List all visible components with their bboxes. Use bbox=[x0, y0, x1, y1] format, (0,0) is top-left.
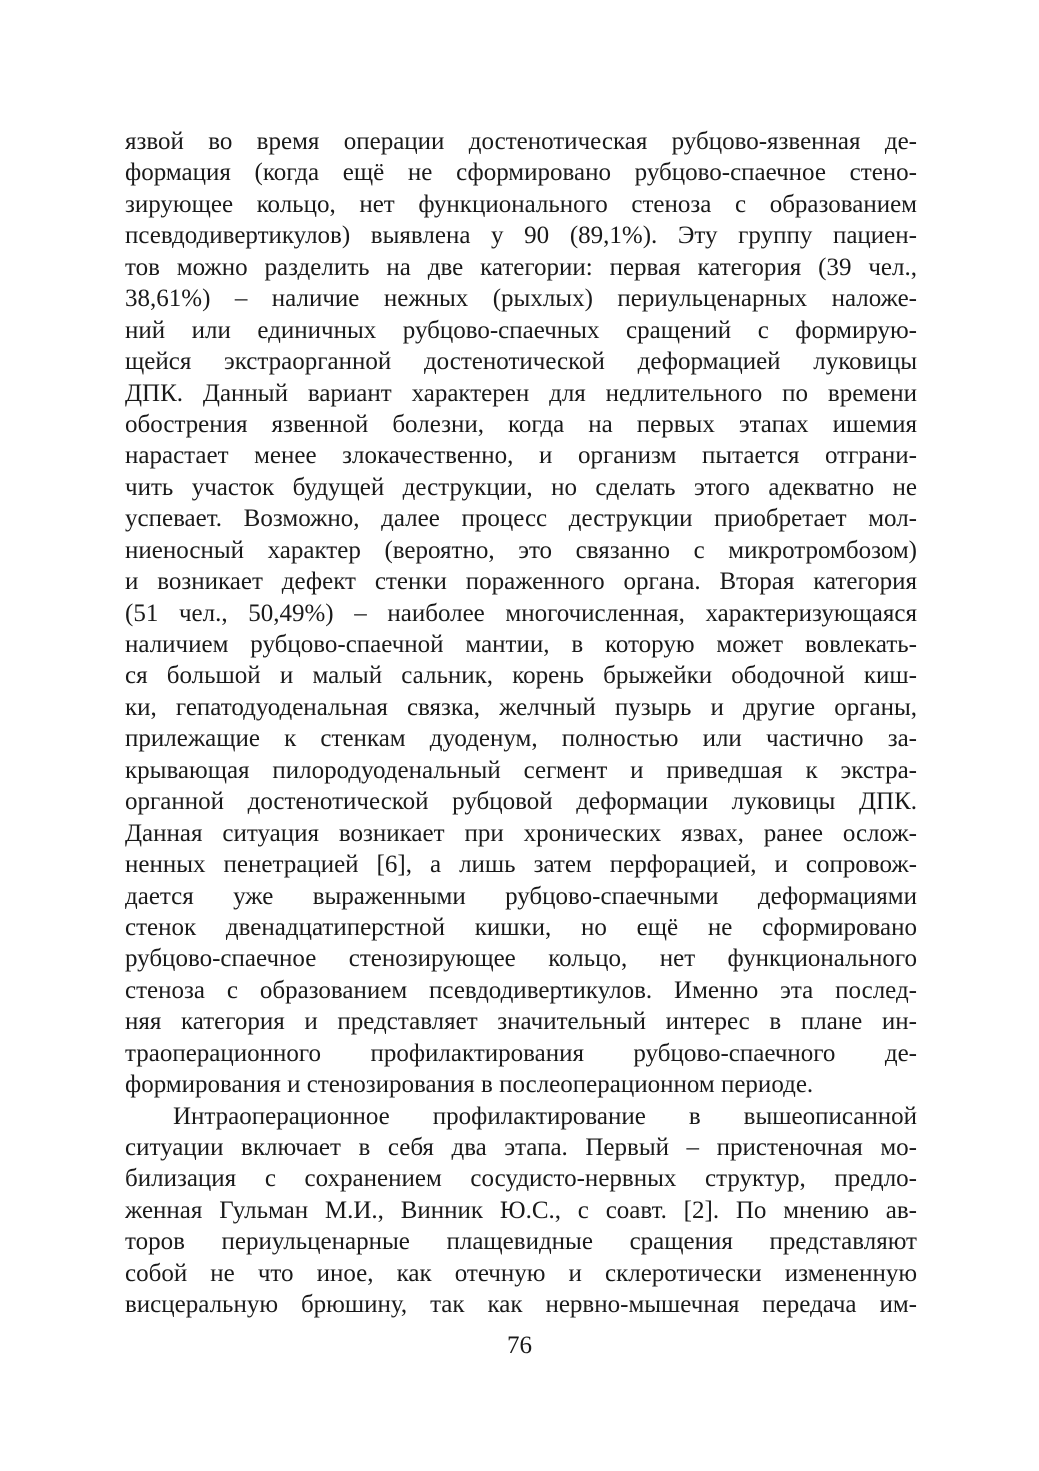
paragraph-2 bbox=[125, 1101, 917, 1321]
text-line: торов периульценарные плащевидные сращения представляют bbox=[125, 1228, 917, 1256]
text-line: дается уже выраженными рубцово-спаечными деформациями bbox=[125, 882, 917, 910]
text-line: ся большой и малый сальник, корень брыжейки ободочной киш- bbox=[125, 662, 917, 690]
text-line: нарастает менее злокачественно, и организм пытается отграни- bbox=[125, 442, 917, 470]
text-line: зирующее кольцо, нет функционального стеноза с образованием bbox=[125, 190, 917, 218]
text-line: ненных пенетрацией [6], а лишь затем перфорацией, и сопровож- bbox=[125, 851, 917, 879]
text-line: крывающая пилородуоденальный сегмент и приведшая к экстра- bbox=[125, 756, 917, 784]
text-line: рубцово-спаечное стенозирующее кольцо, нет функционального bbox=[125, 945, 917, 973]
text-line: висцеральную брюшину, так как нервно-мышечная передача им- bbox=[125, 1291, 917, 1319]
text-line: ниеносный характер (вероятно, это связанно с микротромбозом) bbox=[125, 536, 917, 564]
text-line: органной достенотической рубцовой деформации луковицы ДПК. bbox=[125, 788, 917, 816]
text-line: ситуации включает в себя два этапа. Первый – пристеночная мо- bbox=[125, 1134, 917, 1161]
text-line: ний или единичных рубцово-спаечных сращений с формирую- bbox=[125, 316, 917, 344]
text-line: женная Гульман М.И., Винник Ю.С., с соавт. [2]. По мнению ав- bbox=[125, 1196, 917, 1224]
text-line: стеноза с образованием псевдодивертикулов. Именно эта послед- bbox=[125, 976, 917, 1004]
text-line: Интраоперационное профилактирование в вышеописанной bbox=[173, 1102, 917, 1130]
text-line: формация (когда ещё не сформировано рубцово-спаечное стено- bbox=[125, 159, 917, 187]
paragraph-1 bbox=[125, 126, 917, 1101]
text-line: щейся экстраорганной достенотической деформацией луковицы bbox=[125, 348, 917, 376]
text-line: (51 чел., 50,49%) – наиболее многочисленная, характеризующаяся bbox=[125, 599, 917, 627]
text-line: траоперационного профилактирования рубцово-спаечного де- bbox=[125, 1039, 917, 1067]
text-line: 38,61%) – наличие нежных (рыхлых) периульценарных наложе- bbox=[125, 285, 917, 313]
text-line: собой не что иное, как отечную и склеротически измененную bbox=[125, 1259, 917, 1287]
text-line: обострения язвенной болезни, когда на первых этапах ишемия bbox=[125, 410, 917, 438]
text-line: прилежащие к стенкам дуоденум, полностью или частично за- bbox=[125, 725, 917, 753]
text-line: чить участок будущей деструкции, но сделать этого адекватно не bbox=[125, 473, 917, 501]
text-line: псевдодивертикулов) выявлена у 90 (89,1%). Эту группу пациен- bbox=[125, 222, 917, 250]
page-number: 76 bbox=[507, 1332, 532, 1359]
text-line: билизация с сохранением сосудисто-нервных структур, предло- bbox=[125, 1165, 917, 1193]
text-line: Данная ситуация возникает при хронических язвах, ранее ослож- bbox=[125, 819, 917, 847]
text-line: ДПК. Данный вариант характерен для недлительного по времени bbox=[125, 379, 917, 407]
text-line: наличием рубцово-спаечной мантии, в которую может вовлекать- bbox=[125, 631, 917, 658]
text-line: стенок двенадцатиперстной кишки, но ещё не сформировано bbox=[125, 913, 917, 941]
text-line: формирования и стенозирования в послеоперационном периоде. bbox=[125, 1071, 814, 1099]
text-line: ки, гепатодуоденальная связка, желчный пузырь и другие органы, bbox=[125, 693, 917, 721]
body-text bbox=[125, 126, 917, 1321]
text-line: и возникает дефект стенки пораженного органа. Вторая категория bbox=[125, 568, 917, 596]
text-line: язвой во время операции достенотическая рубцово-язвенная де- bbox=[125, 128, 917, 155]
text-line: успевает. Возможно, далее процесс деструкции приобретает мол- bbox=[125, 505, 917, 533]
text-line: няя категория и представляет значительный интерес в плане ин- bbox=[125, 1008, 917, 1036]
text-line: тов можно разделить на две категории: первая категория (39 чел., bbox=[125, 253, 917, 281]
